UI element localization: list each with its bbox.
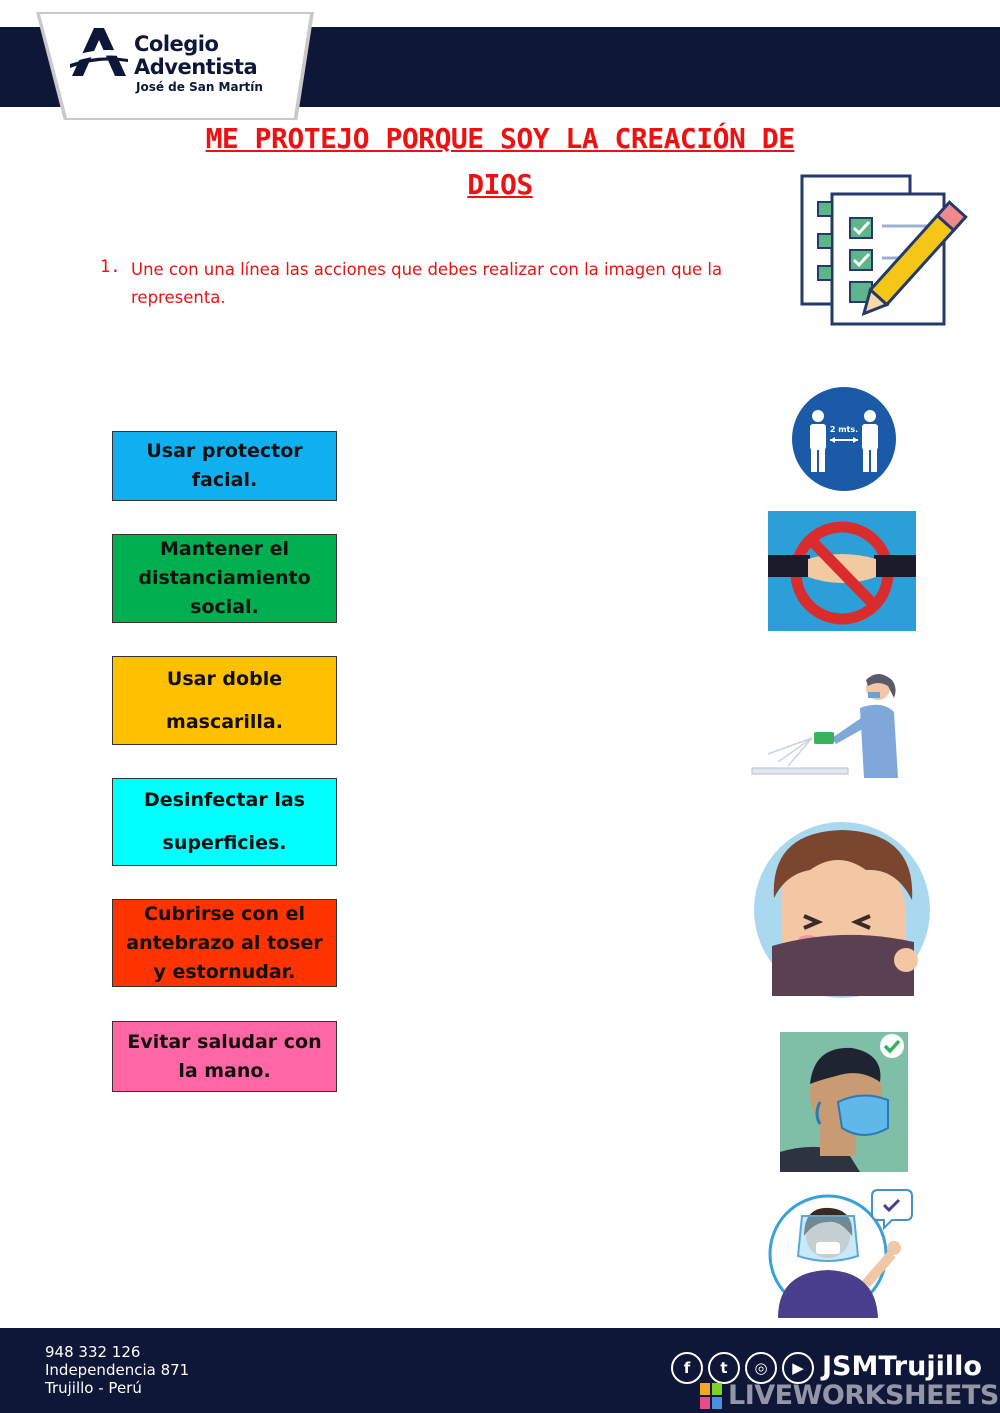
action-box-face-shield[interactable] <box>112 431 337 501</box>
instruction-number: 1. <box>100 257 121 277</box>
page-title-line2: DIOS <box>467 168 533 201</box>
footer-city: Trujillo - Perú <box>45 1379 142 1397</box>
action-label: Mantener el distanciamiento social. <box>138 538 311 618</box>
school-logo-icon <box>68 26 128 78</box>
instagram-icon[interactable]: ◎ <box>745 1352 777 1384</box>
double-mask-icon[interactable] <box>780 1032 908 1172</box>
face-shield-icon[interactable] <box>768 1188 916 1318</box>
logo-text-school-name: José de San Martín <box>136 80 263 94</box>
footer-address: Independencia 871 <box>45 1361 190 1379</box>
facebook-icon[interactable]: f <box>671 1352 703 1384</box>
action-label: Usar doble mascarilla. <box>166 667 283 733</box>
disinfect-surface-icon[interactable] <box>748 672 904 780</box>
liveworksheets-watermark: LIVEWORKSHEETS <box>728 1380 999 1411</box>
social-handle: JSMTrujillo <box>822 1351 982 1382</box>
action-label: Evitar saludar con la mano. <box>127 1030 322 1082</box>
action-box-disinfect[interactable] <box>112 778 337 866</box>
social-distance-icon[interactable] <box>790 386 898 492</box>
distance-caption: 2 mts. <box>829 425 859 434</box>
logo-text-colegio: Colegio <box>134 32 219 56</box>
cough-elbow-icon[interactable] <box>746 818 936 1006</box>
page-title-line1: ME PROTEJO PORQUE SOY LA CREACIÓN DE <box>205 122 795 155</box>
action-box-no-handshake[interactable] <box>112 1021 337 1092</box>
action-label: Cubrirse con el antebrazo al toser y estornudar. <box>126 902 323 983</box>
twitter-icon[interactable]: t <box>708 1352 740 1384</box>
action-label: Desinfectar las superficies. <box>144 789 305 854</box>
footer-phone: 948 332 126 <box>45 1343 141 1361</box>
youtube-icon[interactable]: ▶ <box>782 1352 814 1384</box>
no-handshake-icon[interactable] <box>768 511 916 631</box>
action-box-cover-cough[interactable] <box>112 899 337 987</box>
liveworksheets-badge-icon <box>700 1383 722 1409</box>
checklist-pencil-icon <box>798 172 978 330</box>
action-box-social-distance[interactable] <box>112 534 337 623</box>
instruction-text: Une con una línea las acciones que debes realizar con la imagen que la representa. <box>131 260 723 307</box>
action-box-double-mask[interactable] <box>112 656 337 745</box>
action-label: Usar protector facial. <box>146 440 303 491</box>
logo-text-adventista: Adventista <box>134 55 258 79</box>
